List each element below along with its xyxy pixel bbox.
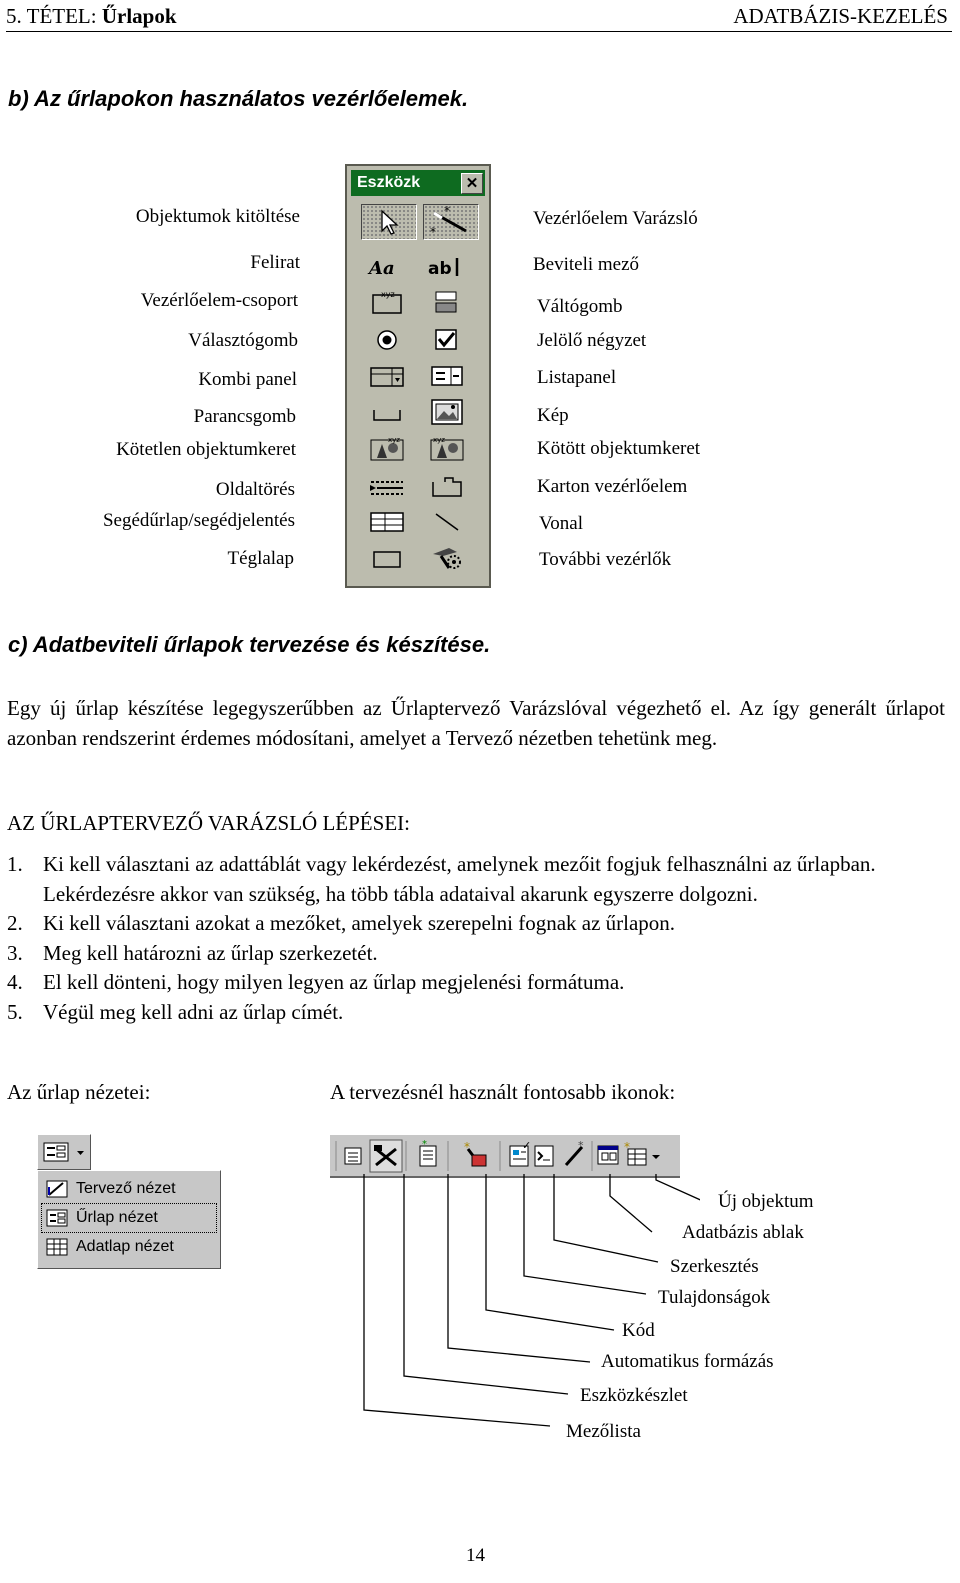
unbound-object-frame-icon[interactable] (367, 434, 407, 464)
page-break-icon[interactable] (367, 472, 407, 502)
section-b-title: b) Az űrlapokon használatos vezérlőelemek. (8, 86, 469, 111)
callout-toolbox: Eszközkészlet (580, 1385, 688, 1406)
toolbox-title: Eszközk (357, 174, 421, 191)
svg-text:✓: ✓ (522, 1139, 532, 1152)
label-valtogomb: Váltógomb (537, 296, 623, 317)
chevron-down-icon[interactable] (652, 1155, 660, 1159)
label-felirat: Felirat (250, 252, 300, 273)
callout-new-object: Új objektum (718, 1191, 814, 1212)
header-chapter: 5. TÉTEL: (6, 4, 102, 28)
svg-text:Aa: Aa (369, 258, 395, 279)
combo-box-icon[interactable] (367, 363, 407, 393)
form-view-icon (38, 1135, 90, 1169)
menu-item-label: Űrlap nézet (76, 1209, 158, 1226)
design-view-icon[interactable] (370, 1140, 402, 1172)
callout-edit: Szerkesztés (670, 1256, 759, 1277)
label-vonal: Vonal (539, 513, 583, 534)
section-c-title: c) Adatbeviteli űrlapok tervezése és készítése. (8, 632, 491, 657)
text-box-icon[interactable] (427, 252, 467, 282)
intro-paragraph: Egy új űrlap készítése legegyszerűbben az Űrlaptervező Varázslóval végezhető el. Az így generált űrlapot azonban rendszerint érdemes módosítani, amelyet a Tervező nézetben tehetünk meg. (7, 696, 945, 750)
line-icon[interactable] (427, 508, 467, 538)
leader-properties (524, 1174, 646, 1294)
svg-text:*: * (430, 225, 436, 239)
menu-item-label: Adatlap nézet (76, 1238, 174, 1255)
header-rule (6, 31, 952, 32)
subform-icon[interactable] (367, 508, 407, 538)
header-left (6, 4, 177, 29)
label-teglalap: Téglalap (227, 548, 294, 569)
option-button-icon[interactable] (367, 326, 407, 356)
option-group-icon[interactable] (367, 288, 407, 318)
step-number: 3. (7, 940, 23, 965)
callout-code: Kód (622, 1320, 655, 1341)
callout-field-list: Mezőlista (566, 1421, 641, 1442)
step-text: Meg kell határozni az űrlap szerkezetét. (43, 940, 378, 965)
bound-object-frame-icon[interactable] (427, 434, 467, 464)
more-controls-icon[interactable] (427, 542, 467, 572)
tab-control-icon[interactable] (427, 472, 467, 502)
check-box-icon[interactable] (427, 326, 467, 356)
svg-text:ab: ab (428, 259, 452, 279)
list-item (7, 998, 937, 1028)
step-text: Ki kell választani az adattáblát vagy lekérdezést, amelynek mezőit fogjuk felhasználni az űrlapban. Lekérdezésre akkor van szükség, ha több tábla adataival akarunk egyszerre dolgozni. (43, 852, 876, 906)
leader-code (486, 1174, 614, 1330)
label-listapanel: Listapanel (537, 367, 617, 388)
properties-icon[interactable] (566, 1139, 584, 1165)
image-icon[interactable] (427, 398, 467, 428)
views-heading: Az űrlap nézetei: (7, 1080, 151, 1104)
toolbox-window (345, 164, 491, 588)
design-view-icon (45, 1177, 71, 1201)
callout-autoformat: Automatikus formázás (601, 1351, 774, 1372)
step-number: 2. (7, 911, 23, 935)
toolbox-title-bar[interactable] (351, 170, 485, 196)
label-objektumok-kitoltese: Objektumok kitöltése (135, 206, 300, 227)
close-icon[interactable]: ✕ (461, 173, 483, 194)
label-kotetlen-objektumkeret: Kötetlen objektumkeret (116, 439, 296, 460)
leader-database-window (610, 1174, 652, 1232)
icons-heading: A tervezésnél használt fontosabb ikonok: (330, 1080, 676, 1104)
leader-edit (554, 1174, 658, 1262)
label-tovabbi-vezerlok: További vezérlők (539, 549, 672, 570)
callout-lines (300, 1170, 700, 1450)
datasheet-view-icon (45, 1235, 71, 1259)
leader-field-list (364, 1174, 550, 1426)
list-item (7, 850, 937, 909)
list-item (7, 939, 937, 969)
svg-text:*: * (624, 1140, 630, 1154)
database-window-icon[interactable] (598, 1146, 618, 1164)
autoformat-icon[interactable] (510, 1139, 531, 1166)
svg-text:*: * (464, 1140, 470, 1154)
label-kotott-objektumkeret: Kötött objektumkeret (537, 438, 701, 459)
steps-list (7, 850, 937, 1027)
label-beviteli-mezo: Beviteli mező (533, 254, 640, 275)
svg-text:xyz: xyz (433, 436, 445, 444)
select-pointer-icon[interactable] (361, 204, 417, 240)
menu-item-design-view[interactable] (42, 1175, 216, 1203)
header-topic: Űrlapok (101, 4, 177, 28)
label-oldaltores: Oldaltörés (215, 479, 295, 500)
label-kombi-panel: Kombi panel (198, 369, 297, 390)
toggle-button-icon[interactable] (427, 288, 467, 318)
leader-new-object (656, 1174, 700, 1202)
leader-autoformat (448, 1174, 590, 1362)
step-text: Végül meg kell adni az űrlap címét. (43, 999, 344, 1024)
menu-item-datasheet-view[interactable] (42, 1233, 216, 1261)
label-karton-vezerloelem: Karton vezérlőelem (537, 476, 688, 497)
step-number: 1. (7, 852, 23, 876)
label-segedurlap: Segédűrlap/segédjelentés (102, 510, 295, 531)
view-dropdown-list (37, 1170, 221, 1269)
label-vezerloelem-csoport: Vezérlőelem-csoport (140, 290, 298, 311)
menu-item-form-view[interactable] (42, 1204, 216, 1232)
svg-text:*: * (422, 1139, 427, 1150)
step-text: El kell dönteni, hogy milyen legyen az űrlap megjelenési formátuma. (43, 970, 625, 994)
control-wizard-icon[interactable] (423, 204, 479, 240)
svg-text:*: * (578, 1139, 584, 1152)
field-list-icon[interactable] (420, 1139, 436, 1166)
svg-text:*: * (444, 205, 450, 218)
view-dropdown-button[interactable] (37, 1134, 91, 1170)
label-parancsgomb: Parancsgomb (193, 406, 296, 427)
form-view-icon[interactable] (345, 1148, 361, 1164)
callout-properties: Tulajdonságok (658, 1287, 771, 1308)
step-number: 5. (7, 999, 23, 1024)
list-item (7, 909, 937, 939)
rectangle-icon[interactable] (367, 544, 407, 574)
view-menu (37, 1134, 221, 1269)
form-view-icon (45, 1206, 71, 1230)
label-jelolo-negyzet: Jelölő négyzet (537, 330, 647, 351)
code-icon[interactable] (535, 1146, 553, 1166)
menu-item-label: Tervező nézet (76, 1180, 176, 1197)
step-number: 4. (7, 970, 23, 994)
toolbox-icon[interactable] (464, 1140, 486, 1166)
callout-database-window: Adatbázis ablak (682, 1222, 804, 1243)
list-item (7, 968, 937, 998)
command-button-icon[interactable] (367, 400, 407, 430)
page-number: 14 (466, 1545, 485, 1566)
svg-text:xyz: xyz (381, 290, 395, 299)
step-text: Ki kell választani azokat a mezőket, amelyek szerepelni fognak az űrlapon. (43, 911, 676, 935)
svg-text:xyz: xyz (388, 436, 400, 444)
label-kep: Kép (537, 405, 569, 426)
label-valasztogomb: Választógomb (188, 330, 298, 351)
new-object-icon[interactable] (624, 1140, 660, 1165)
label-vezerloelem-varazslo: Vezérlőelem Varázsló (533, 208, 698, 229)
list-box-icon[interactable] (427, 363, 467, 393)
steps-heading: AZ ŰRLAPTERVEZŐ VARÁZSLÓ LÉPÉSEI: (7, 811, 410, 835)
label-icon[interactable] (367, 252, 407, 282)
header-right: ADATBÁZIS-KEZELÉS (733, 4, 948, 28)
